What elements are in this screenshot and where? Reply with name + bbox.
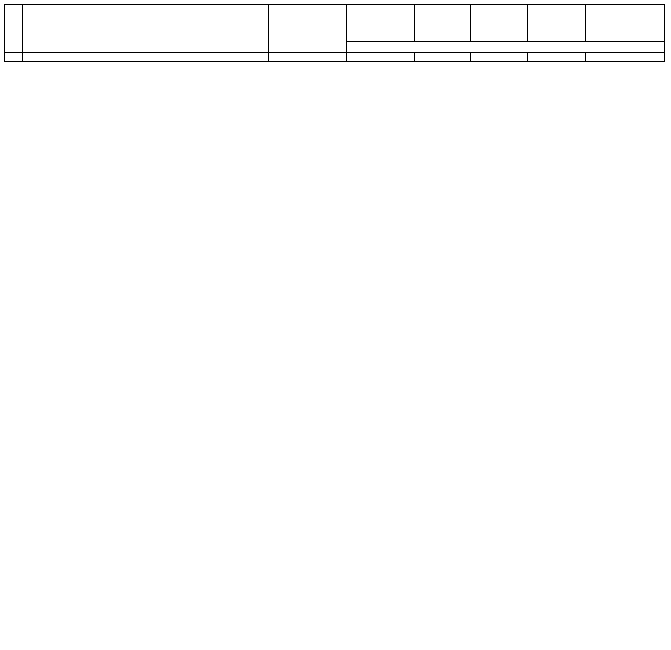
column-number [269,53,347,62]
footnote [4,70,644,81]
column-number [586,53,665,62]
column-number [23,53,269,62]
header-2015 [528,5,586,42]
header-paragrafy [269,5,347,53]
header-tresc [23,5,269,53]
column-number [471,53,528,62]
column-number [528,53,586,62]
header-2012 [347,5,415,42]
header-2013 [415,5,471,42]
column-number [5,53,23,62]
column-number [415,53,471,62]
header-2014 [471,5,528,42]
column-number-row [5,53,665,62]
financial-plan-table [4,4,665,62]
form-sheet [4,4,664,81]
column-number [347,53,415,62]
header-2016 [586,5,665,42]
header-lp [5,5,23,53]
header-unit [347,42,665,53]
